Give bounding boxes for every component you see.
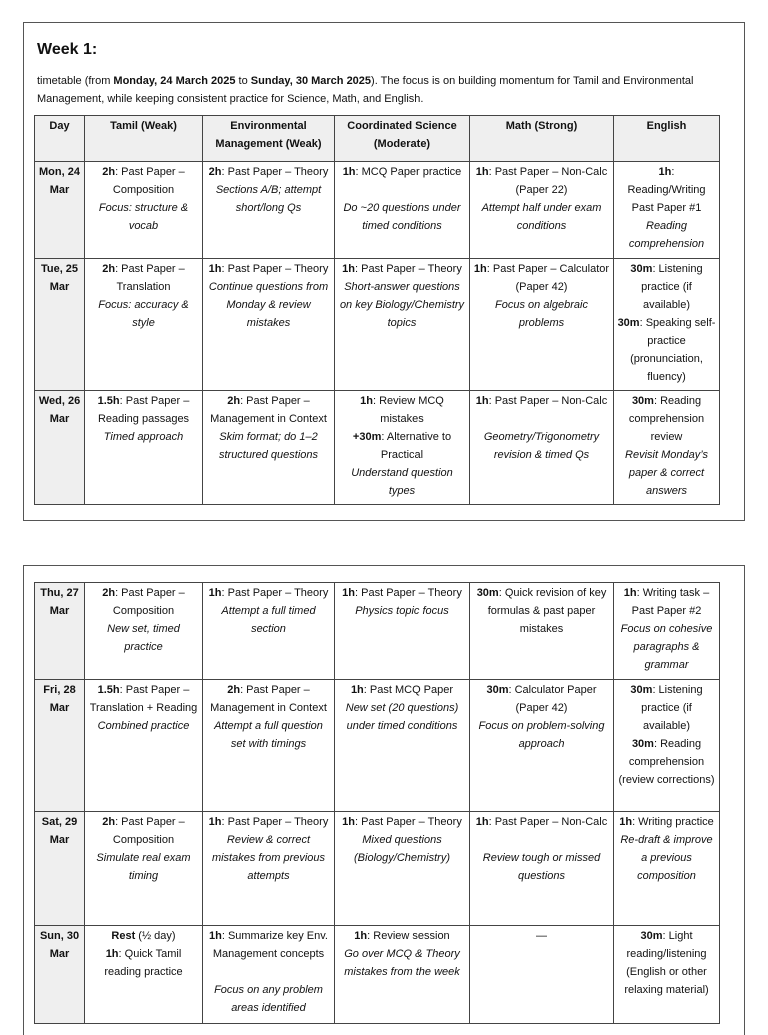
tamil-cell xyxy=(85,812,203,926)
blank-line xyxy=(473,410,610,428)
header-day: Day xyxy=(35,116,85,162)
day-cell: Mon, 24 Mar xyxy=(35,162,85,259)
duration-label: Rest xyxy=(111,930,136,942)
task-text: : Past Paper – Theory xyxy=(355,263,462,275)
task-text: : Summarize key Env. Management concepts xyxy=(212,930,328,960)
timetable-body-1 xyxy=(35,162,720,505)
cell-note xyxy=(88,296,199,332)
cell-task xyxy=(88,392,199,428)
duration-label: 1h xyxy=(342,816,356,828)
day-cell: Sun, 30 Mar xyxy=(35,926,85,1024)
note-text: Re-draft & improve a previous composition xyxy=(620,834,713,882)
task-text: : Alternative to Practical xyxy=(380,431,452,461)
cell-note xyxy=(338,831,466,867)
cell-task xyxy=(338,681,466,699)
cell-task xyxy=(473,260,610,296)
coordinated-science-cell xyxy=(335,583,470,680)
cell-task xyxy=(338,260,466,278)
timetable-part-2 xyxy=(34,582,720,1024)
duration-label: 1h xyxy=(658,166,672,178)
note-text: Sections A/B; attempt short/long Qs xyxy=(215,184,322,214)
task-text: : Light reading/listening (English or other relaxing material) xyxy=(624,930,709,996)
task-text: : Reading comprehension review xyxy=(628,395,705,443)
duration-label: 30m xyxy=(630,263,653,275)
duration-label: 1h xyxy=(354,930,368,942)
environmental-management-cell xyxy=(203,926,335,1024)
task-text: : Past Paper – Calculator (Paper 42) xyxy=(486,263,610,293)
cell-task xyxy=(206,813,331,831)
cell-task xyxy=(473,392,610,410)
coordinated-science-cell xyxy=(335,926,470,1024)
cell-task xyxy=(88,163,199,199)
note-text: Review tough or missed questions xyxy=(482,852,601,882)
duration-label: 1h xyxy=(342,166,356,178)
note-text: Focus on algebraic problems xyxy=(495,299,588,329)
cell-note xyxy=(338,699,466,735)
tamil-cell xyxy=(85,391,203,505)
cell-task xyxy=(88,681,199,717)
note-text: Reading comprehension xyxy=(628,220,705,250)
cell-task xyxy=(473,927,610,945)
cell-task xyxy=(206,163,331,181)
coordinated-science-cell xyxy=(335,391,470,505)
blank-line xyxy=(473,831,610,849)
end-date: Sunday, 30 March 2025 xyxy=(250,75,372,87)
cell-note xyxy=(206,831,331,885)
duration-label: 1h xyxy=(342,587,356,599)
duration-label: 30m xyxy=(476,587,499,599)
english-cell xyxy=(614,391,720,505)
cell-note xyxy=(88,717,199,735)
cell-task xyxy=(206,584,331,602)
task-text: : Listening practice (if available) xyxy=(641,684,703,732)
task-text: : Past Paper – Reading passages xyxy=(97,395,190,425)
note-text: Focus: structure & vocab xyxy=(98,202,189,232)
note-text: Focus on any problem areas identified xyxy=(214,984,323,1014)
environmental-management-cell xyxy=(203,583,335,680)
table-row xyxy=(35,680,720,812)
note-text: Focus on problem-solving approach xyxy=(478,720,605,750)
math-cell xyxy=(470,391,614,505)
task-text: : Past Paper – Theory xyxy=(221,166,329,178)
duration-label: 1h xyxy=(360,395,373,407)
header-english: English xyxy=(614,116,720,162)
duration-label: 1h xyxy=(623,587,637,599)
duration-label: 1h xyxy=(475,395,489,407)
note-text: Physics topic focus xyxy=(355,605,449,617)
coordinated-science-cell xyxy=(335,812,470,926)
task-text: : Past Paper – Non-Calc xyxy=(488,395,608,407)
environmental-management-cell xyxy=(203,391,335,505)
duration-label: 1h xyxy=(208,587,222,599)
task-text: : Quick revision of key formulas & past paper mistakes xyxy=(487,587,607,635)
cell-note xyxy=(206,428,331,464)
duration-label: +30m xyxy=(352,431,382,443)
cell-note xyxy=(88,199,199,235)
cell-note xyxy=(617,217,716,253)
table-row xyxy=(35,926,720,1024)
cell-note xyxy=(88,428,199,446)
task-text: : Past Paper – Composition xyxy=(112,166,185,196)
duration-label: 2h xyxy=(208,166,222,178)
cell-task xyxy=(338,813,466,831)
task-text: : Review MCQ mistakes xyxy=(372,395,444,425)
task-text: : Past Paper – Non-Calc (Paper 22) xyxy=(488,166,608,196)
header-math: Math (Strong) xyxy=(470,116,614,162)
cell-note xyxy=(338,464,466,500)
cell-note xyxy=(88,849,199,885)
cell-task xyxy=(617,681,716,735)
task-text: : Review session xyxy=(367,930,450,942)
cell-task xyxy=(473,681,610,717)
task-text: : Past Paper – Translation + Reading xyxy=(89,684,198,714)
note-text: Combined practice xyxy=(97,720,190,732)
day-cell: Sat, 29 Mar xyxy=(35,812,85,926)
note-text: Revisit Monday’s paper & correct answers xyxy=(625,449,708,497)
note-text: Go over MCQ & Theory mistakes from the week xyxy=(344,948,460,978)
table-row xyxy=(35,812,720,926)
duration-label: 1h xyxy=(208,263,222,275)
note-text: Focus: accuracy & style xyxy=(98,299,189,329)
duration-label: 2h xyxy=(102,587,116,599)
task-text: : Past Paper – Theory xyxy=(221,816,329,828)
task-text: : Past Paper – Non-Calc xyxy=(488,816,608,828)
duration-label: 30m xyxy=(631,395,654,407)
duration-label: 30m xyxy=(630,684,653,696)
duration-label: 1h xyxy=(208,930,222,942)
cell-task xyxy=(473,813,610,831)
task-text: : Past Paper – Management in Context xyxy=(210,395,327,425)
blank-line xyxy=(206,963,331,981)
document-page-2 xyxy=(23,565,745,1035)
cell-task xyxy=(473,584,610,638)
note-text: Do ~20 questions under timed conditions xyxy=(343,202,461,232)
table-row xyxy=(35,391,720,505)
cell-note xyxy=(617,831,716,885)
table-row xyxy=(35,162,720,259)
cell-task xyxy=(617,392,716,446)
duration-label: 2h xyxy=(102,166,116,178)
duration-label: 1h xyxy=(475,166,489,178)
task-text: Reading/Writing Past Paper #1 xyxy=(627,184,706,214)
blank-line xyxy=(338,181,466,199)
cell-task xyxy=(338,428,466,464)
duration-label: 30m xyxy=(486,684,509,696)
math-cell xyxy=(470,259,614,391)
task-text: : Speaking self-practice (pronunciation, fluency) xyxy=(630,317,716,383)
cell-note xyxy=(617,620,716,674)
note-text: Geometry/Trigonometry revision & timed Qs xyxy=(483,431,600,461)
note-text: Timed approach xyxy=(103,431,184,443)
document-page-1 xyxy=(23,22,745,521)
intro-paragraph: timetable (from Monday, 24 March 2025 to Sunday, 30 March 2025). The focus is on building momentum for Tamil and Environmental Management, while keeping consistent practice for Science, Math, and English. xyxy=(37,75,694,105)
coordinated-science-cell xyxy=(335,162,470,259)
math-cell xyxy=(470,162,614,259)
duration-label: 1.5h xyxy=(97,395,120,407)
cell-note xyxy=(473,717,610,753)
environmental-management-cell xyxy=(203,680,335,812)
duration-label: 1h xyxy=(619,816,633,828)
task-text: : Past Paper – Composition xyxy=(112,587,185,617)
task-text: : Past Paper – Theory xyxy=(221,263,329,275)
task-text: — xyxy=(536,930,547,942)
cell-note xyxy=(206,981,331,1017)
cell-task xyxy=(206,392,331,428)
header-tamil: Tamil (Weak) xyxy=(85,116,203,162)
cell-note xyxy=(338,602,466,620)
task-text: : Writing task – Past Paper #2 xyxy=(631,587,710,617)
note-text: Simulate real exam timing xyxy=(96,852,191,882)
cell-note xyxy=(88,620,199,656)
cell-note xyxy=(473,199,610,235)
english-cell xyxy=(614,812,720,926)
duration-label: 30m xyxy=(640,930,663,942)
start-date: Monday, 24 March 2025 xyxy=(113,75,236,87)
cell-task xyxy=(338,927,466,945)
cell-task xyxy=(338,163,466,181)
header-coordinated-science: Coordinated Science (Moderate) xyxy=(335,116,470,162)
duration-label: 2h xyxy=(227,684,241,696)
table-row xyxy=(35,259,720,391)
cell-task xyxy=(88,945,199,981)
note-text: Attempt half under exam conditions xyxy=(481,202,602,232)
cell-note xyxy=(206,278,331,332)
cell-note xyxy=(473,428,610,464)
cell-task xyxy=(617,813,716,831)
note-text: New set, timed practice xyxy=(107,623,180,653)
cell-note xyxy=(206,717,331,753)
week-title: Week 1: xyxy=(37,41,98,58)
task-text: : Quick Tamil reading practice xyxy=(104,948,183,978)
note-text: Focus on cohesive paragraphs & grammar xyxy=(620,623,713,671)
note-text: Continue questions from Monday & review mistakes xyxy=(208,281,329,329)
timetable-part-1 xyxy=(34,115,720,505)
duration-label: 2h xyxy=(227,395,241,407)
math-cell xyxy=(470,926,614,1024)
cell-task xyxy=(617,735,716,789)
note-text: New set (20 questions) under timed conditions xyxy=(345,702,459,732)
cell-task xyxy=(206,681,331,717)
duration-label: 1h xyxy=(350,684,364,696)
environmental-management-cell xyxy=(203,259,335,391)
note-text: Review & correct mistakes from previous attempts xyxy=(211,834,326,882)
task-text: : Writing practice xyxy=(632,816,714,828)
note-text: Short-answer questions on key Biology/Chemistry topics xyxy=(339,281,465,329)
cell-note xyxy=(206,602,331,638)
task-text: : Past MCQ Paper xyxy=(363,684,454,696)
task-text: : Past Paper – Composition xyxy=(112,816,185,846)
day-cell: Wed, 26 Mar xyxy=(35,391,85,505)
cell-task xyxy=(617,260,716,314)
cell-task xyxy=(206,260,331,278)
cell-task xyxy=(206,927,331,963)
tamil-cell xyxy=(85,583,203,680)
header-environmental-management: Environmental Management (Weak) xyxy=(203,116,335,162)
cell-task xyxy=(88,584,199,620)
task-text: : Past Paper – Translation xyxy=(115,263,185,293)
cell-note xyxy=(338,278,466,332)
duration-label: 1.5h xyxy=(97,684,120,696)
duration-label: 1h xyxy=(208,816,222,828)
duration-label: 30m xyxy=(617,317,640,329)
note-text: Understand question types xyxy=(351,467,453,497)
note-text: Mixed questions (Biology/Chemistry) xyxy=(354,834,450,864)
task-text: : Listening practice (if available) xyxy=(641,263,703,311)
task-text: : Past Paper – Management in Context xyxy=(210,684,327,714)
tamil-cell xyxy=(85,680,203,812)
note-text: Skim format; do 1–2 structured questions xyxy=(218,431,319,461)
cell-task xyxy=(617,314,716,386)
day-cell: Thu, 27 Mar xyxy=(35,583,85,680)
note-text: Attempt a full timed section xyxy=(221,605,316,635)
duration-label: 1h xyxy=(475,816,489,828)
english-cell xyxy=(614,680,720,812)
task-text: : Past Paper – Theory xyxy=(355,816,462,828)
cell-note xyxy=(473,296,610,332)
tamil-cell xyxy=(85,162,203,259)
tamil-cell xyxy=(85,259,203,391)
english-cell xyxy=(614,583,720,680)
cell-note xyxy=(617,446,716,500)
cell-task xyxy=(617,927,716,999)
english-cell xyxy=(614,926,720,1024)
cell-task xyxy=(338,584,466,602)
cell-task xyxy=(617,163,716,181)
cell-task xyxy=(473,163,610,199)
cell-note xyxy=(206,181,331,217)
timetable-body-2 xyxy=(35,583,720,1024)
environmental-management-cell xyxy=(203,162,335,259)
task-text: : Reading comprehension (review corrections) xyxy=(618,738,715,786)
math-cell xyxy=(470,680,614,812)
environmental-management-cell xyxy=(203,812,335,926)
cell-task xyxy=(617,584,716,620)
duration-label: 30m xyxy=(631,738,654,750)
duration-label: 1h xyxy=(342,263,356,275)
task-text: : MCQ Paper practice xyxy=(355,166,462,178)
coordinated-science-cell xyxy=(335,680,470,812)
tamil-cell xyxy=(85,926,203,1024)
cell-note xyxy=(473,849,610,885)
cell-task xyxy=(88,260,199,296)
day-cell: Tue, 25 Mar xyxy=(35,259,85,391)
task-text: : Past Paper – Theory xyxy=(355,587,462,599)
coordinated-science-cell xyxy=(335,259,470,391)
day-cell: Fri, 28 Mar xyxy=(35,680,85,812)
english-cell xyxy=(614,259,720,391)
duration-label: 2h xyxy=(102,263,116,275)
cell-note xyxy=(338,945,466,981)
duration-label: 2h xyxy=(102,816,116,828)
task-text: : Calculator Paper (Paper 42) xyxy=(508,684,597,714)
duration-label: 1h xyxy=(473,263,487,275)
cell-task xyxy=(88,813,199,849)
cell-task xyxy=(88,927,199,945)
cell-note xyxy=(338,199,466,235)
task-text: (½ day) xyxy=(135,930,176,942)
task-text: : Past Paper – Theory xyxy=(221,587,329,599)
task-text: : xyxy=(671,166,675,178)
table-row xyxy=(35,583,720,680)
math-cell xyxy=(470,812,614,926)
cell-task xyxy=(338,392,466,428)
table-header-row xyxy=(35,116,720,162)
cell-task xyxy=(617,181,716,217)
math-cell xyxy=(470,583,614,680)
note-text: Attempt a full question set with timings xyxy=(214,720,323,750)
duration-label: 1h xyxy=(105,948,119,960)
english-cell xyxy=(614,162,720,259)
